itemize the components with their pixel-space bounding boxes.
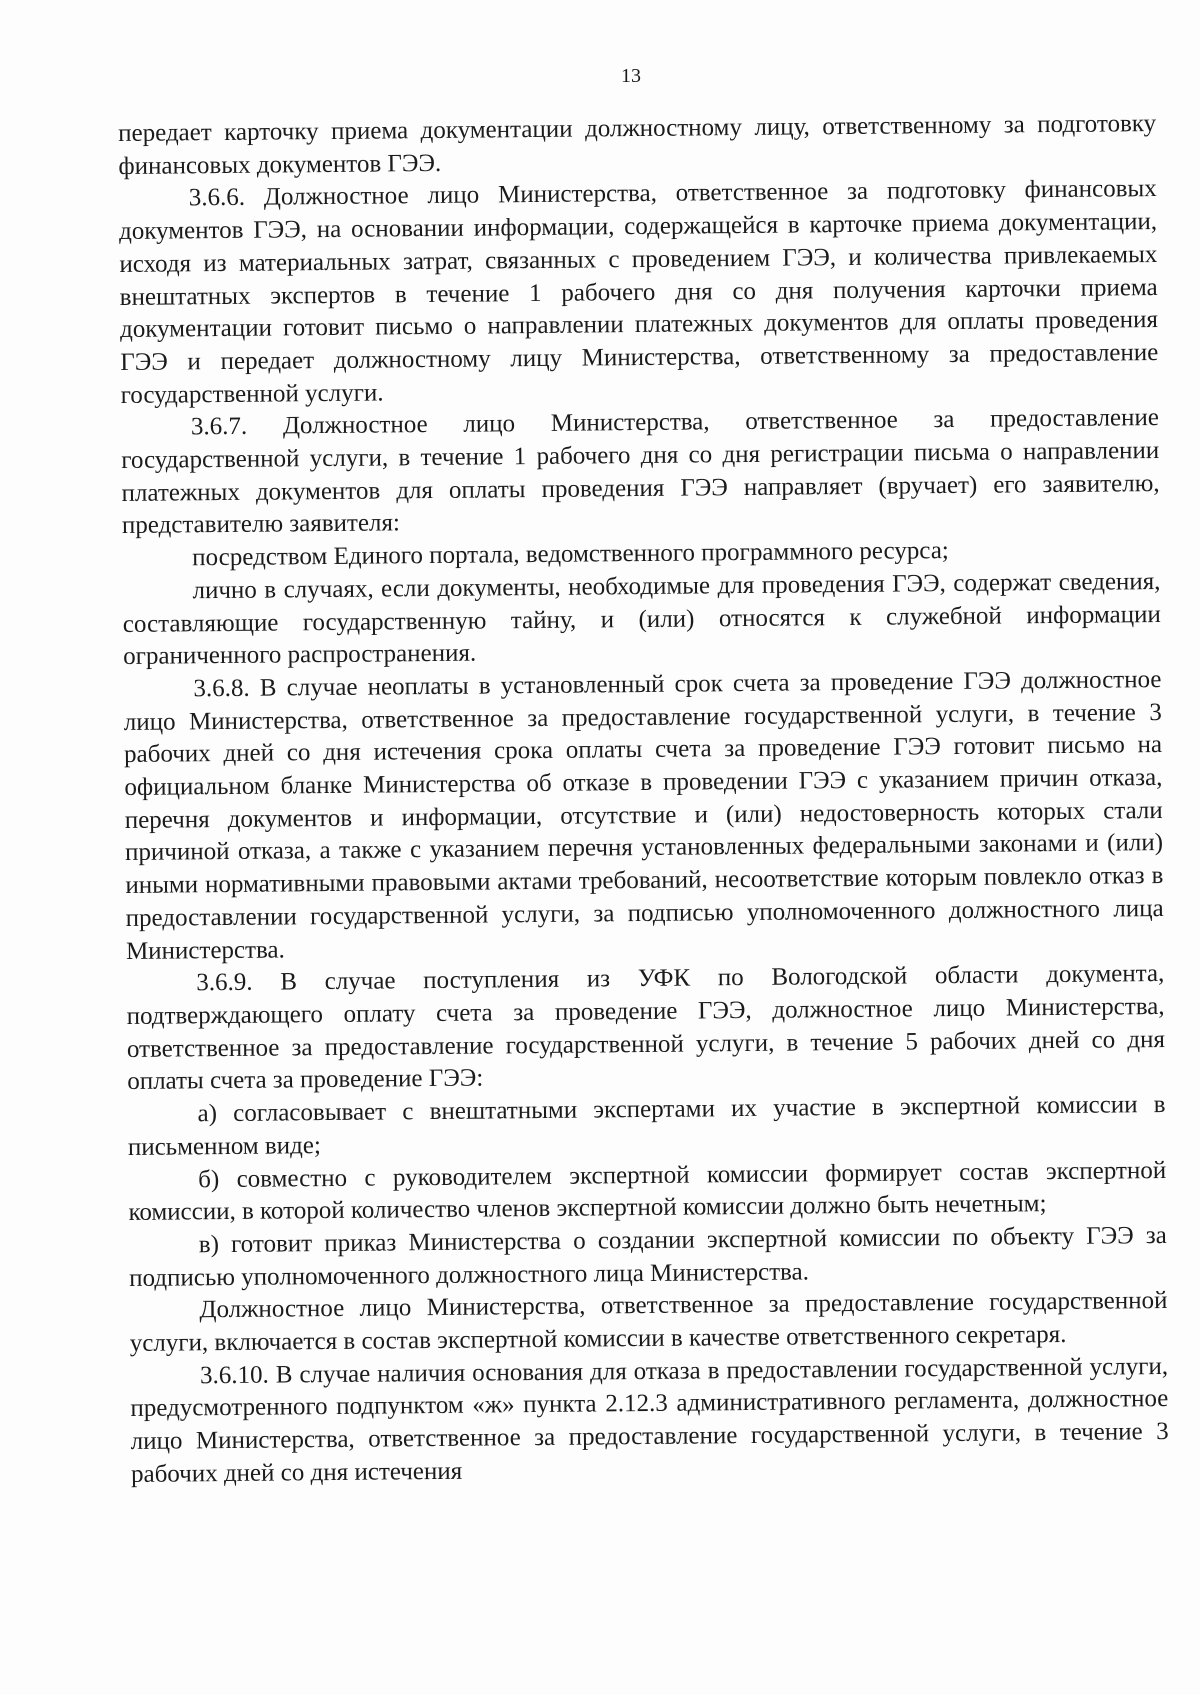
paragraph-3-6-10: 3.6.10. В случае наличия основания для отказа в предоставлении государственной услуги, предусмотренного подпунктом «ж» пункта 2.12.3 административного регламента, должностное лицо Министерства, ответственное за предоставление государственной услуги, в течение 3 рабочих дней со дня истечения	[130, 1352, 1169, 1488]
paragraph-3-6-6: 3.6.6. Должностное лицо Министерства, ответственное за подготовку финансовых документов ГЭЭ, на основании информации, содержащейся в карточке приема документации, исходя из материальных затрат, связанных с проведением ГЭЭ, и количества привлекаемых внештатных экспертов в течение 1 рабочего дня со дня получения карточки приема документации готовит письмо о направлении платежных документов для оплаты проведения ГЭЭ и передает должностному лицу Министерства, ответственному за предоставление государственной услуги.	[118, 175, 1159, 409]
paragraph-3-6-7-option-portal: посредством Единого портала, ведомственного программного ресурса;	[192, 537, 949, 572]
paragraph-3-6-7: 3.6.7. Должностное лицо Министерства, ответственное за предоставление государственной услуги, в течение 1 рабочего дня со дня регистрации письма о направлении платежных документов для оплаты проведения ГЭЭ направляет (вручает) его заявителю, представителю заявителя:	[121, 404, 1160, 540]
paragraph-3-6-8: 3.6.8. В случае неоплаты в установленный срок счета за проведение ГЭЭ должностное лицо Министерства, ответственное за предоставление государственной услуги, в течение 3 рабочих дней со дня истечения срока оплаты счета за проведение ГЭЭ готовит письмо на официальном бланке Министерства об отказе в проведении ГЭЭ с указанием причин отказа, перечня документов и информации, отсутствие и (или) недостоверность которых стали причиной отказа, а также с указанием перечня установленных федеральными законами и (или) иными нормативными правовыми актами требований, несоответствие которым повлекло отказ в предоставлении государственной услуги, за подписью уполномоченного должностного лица Министерства.	[123, 665, 1164, 965]
paragraph-continuation: передает карточку приема документации должностному лицу, ответственному за подготовку финансовых документов ГЭЭ.	[118, 110, 1157, 180]
paragraph-3-6-7-option-personal: лично в случаях, если документы, необходимые для проведения ГЭЭ, содержат сведения, составляющие государственную тайну, и (или) относятся к служебной информации ограниченного распространения.	[122, 567, 1161, 671]
paragraph-3-6-9-a: а) согласовывает с внештатными экспертами их участие в экспертной комиссии в письменном виде;	[127, 1091, 1166, 1161]
document-body	[118, 108, 1169, 1491]
page-number: 13	[621, 65, 641, 87]
paragraph-secretary: Должностное лицо Министерства, ответственное за предоставление государственной услуги, включается в состав экспертной комиссии в качестве ответственного секретаря.	[129, 1287, 1168, 1357]
paragraph-3-6-9-c: в) готовит приказ Министерства о создании экспертной комиссии по объекту ГЭЭ за подписью уполномоченного должностного лица Министерства.	[129, 1221, 1167, 1292]
paragraph-3-6-9-b: б) совместно с руководителем экспертной комиссии формирует состав экспертной комиссии, в которой количество членов экспертной комиссии должно быть нечетным;	[128, 1156, 1167, 1227]
paragraph-3-6-9: 3.6.9. В случае поступления из УФК по Вологодской области документа, подтверждающего оплату счета за проведение ГЭЭ, должностное лицо Министерства, ответственное за предоставление государственной услуги, в течение 5 рабочих дней со дня оплаты счета за проведение ГЭЭ:	[126, 960, 1166, 1096]
